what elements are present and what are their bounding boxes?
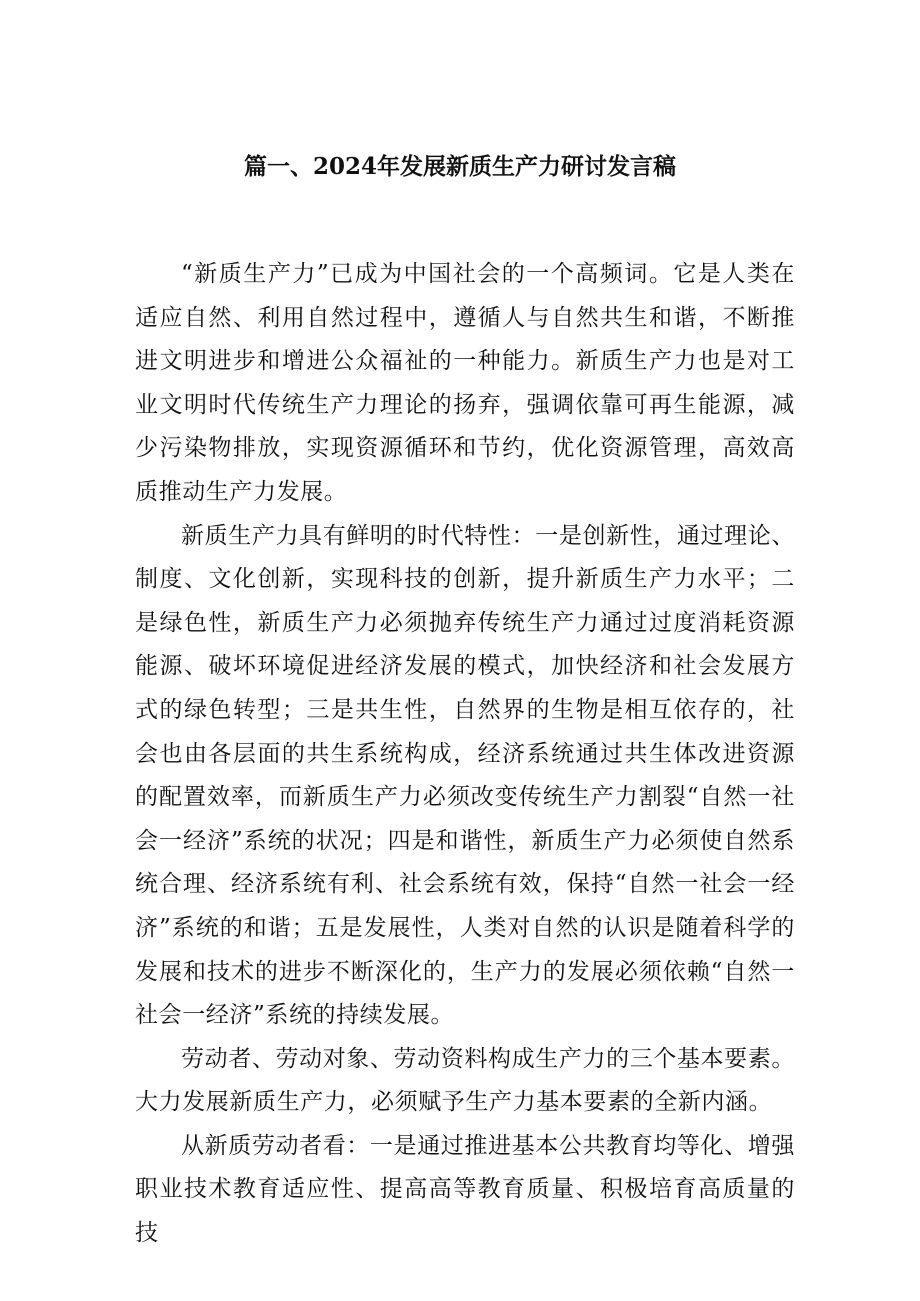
paragraph-1: “新质生产力”已成为中国社会的一个高频词。它是人类在适应自然、利用自然过程中，遵循人与自然共生和谐，不断推进文明进步和增进公众福祉的一种能力。新质生产力也是对工业文明时代传统生产力理论的扬弃，强调依靠可再生能源，减少污染物排放，实现资源循环和节约，优化资源管理，高效高质推动生产力发展。	[135, 261, 795, 505]
document-title: 篇一、2024年发展新质生产力研讨发言稿	[243, 153, 676, 180]
paragraph-2: 新质生产力具有鲜明的时代特性：一是创新性，通过理论、制度、文化创新，实现科技的创新，提升新质生产力水平；二是绿色性，新质生产力必须抛弃传统生产力通过过度消耗资源能源、破坏环境促进经济发展的模式，加快经济和社会发展方式的绿色转型；三是共生性，自然界的生物是相互依存的，社会也由各层面的共生系统构成，经济系统通过共生体改进资源的配置效率，而新质生产力必须改变传统生产力割裂“自然一社会一经济”系统的状况；四是和谐性，新质生产力必须使自然系统合理、经济系统有利、社会系统有效，保持“自然一社会一经济”系统的和谐；五是发展性，人类对自然的认识是随着科学的发展和技术的进步不断深化的，生产力的发展必须依赖“自然一社会一经济”系统的持续发展。	[135, 522, 795, 1029]
paragraph-4: 从新质劳动者看：一是通过推进基本公共教育均等化、增强职业技术教育适应性、提高高等教育质量、积极培育高质量的技	[135, 1132, 795, 1247]
paragraph-3: 劳动者、劳动对象、劳动资料构成生产力的三个基本要素。大力发展新质生产力，必须赋予生产力基本要素的全新内涵。	[135, 1045, 795, 1116]
document-body	[135, 253, 795, 1256]
